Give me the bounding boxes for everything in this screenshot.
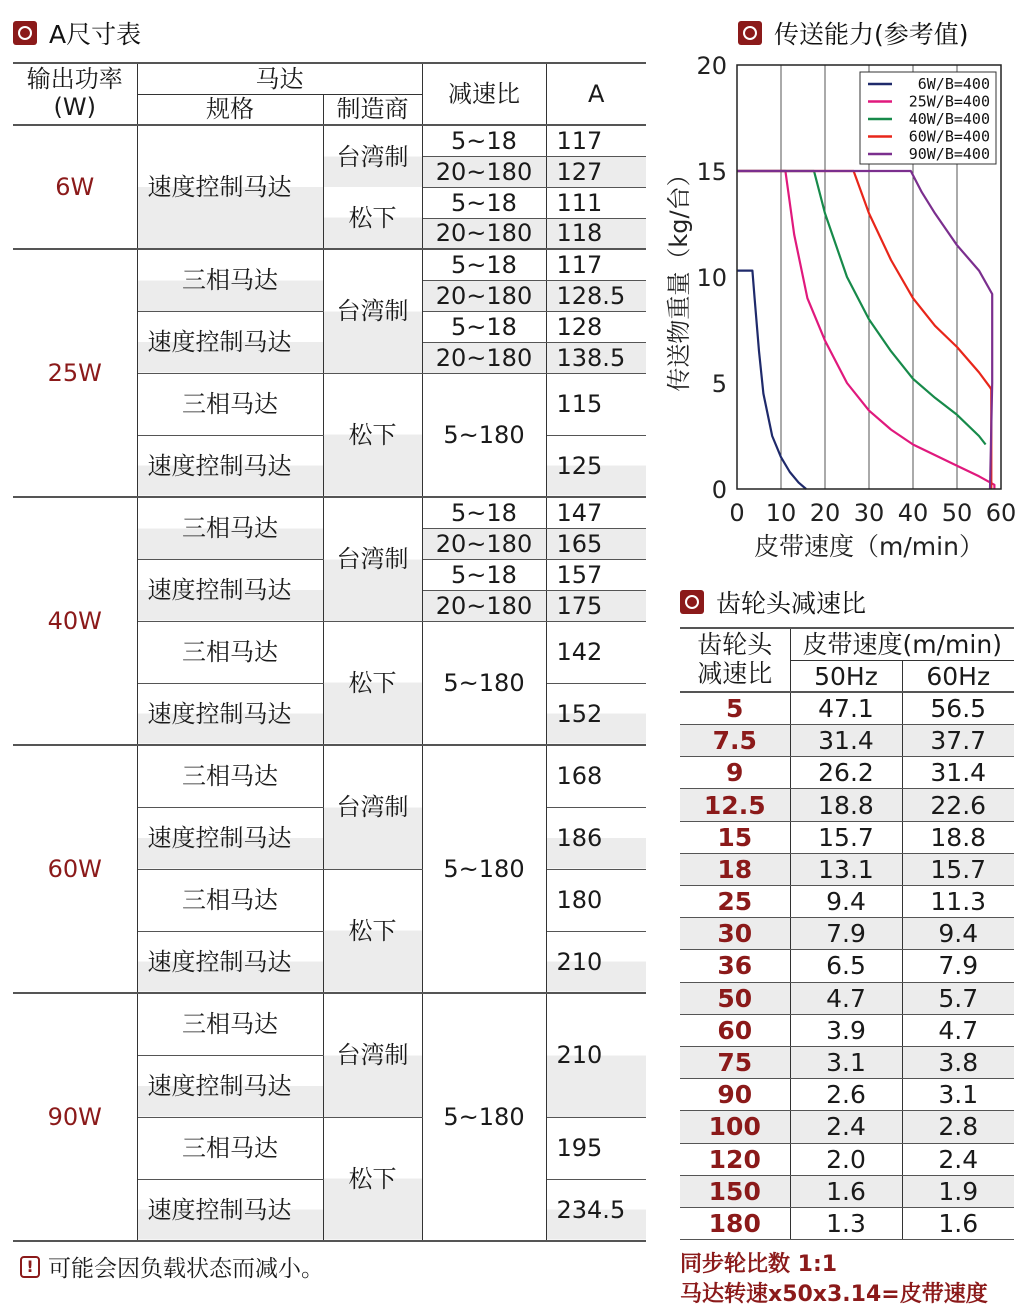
a-value-cell: 111 [546, 187, 646, 218]
speed-60hz-cell: 9.4 [902, 918, 1014, 950]
speed-50hz-cell: 18.8 [790, 789, 902, 821]
ratio-cell: 5~180 [422, 621, 546, 745]
gear-ratio-cell: 60 [680, 1014, 790, 1046]
a-value-cell: 168 [546, 745, 646, 807]
speed-50hz-cell: 47.1 [790, 692, 902, 724]
a-value-cell: 210 [546, 993, 646, 1117]
gear-ratio-cell: 5 [680, 692, 790, 724]
gear-ratio-cell: 180 [680, 1207, 790, 1239]
maker-cell: 松下 [323, 373, 422, 497]
ratio-cell: 20~180 [422, 528, 546, 559]
header-50hz: 50Hz [790, 660, 902, 692]
gear-table-row [680, 1079, 1014, 1111]
speed-50hz-cell: 2.4 [790, 1111, 902, 1143]
gear-ratio-cell: 36 [680, 950, 790, 982]
gear-table-row [680, 886, 1014, 918]
a-value-cell: 195 [546, 1117, 646, 1179]
ratio-cell: 5~18 [422, 311, 546, 342]
a-value-cell: 210 [546, 931, 646, 993]
header-a: A [546, 63, 646, 125]
gear-table-row [680, 853, 1014, 885]
y-tick-label: 10 [696, 264, 727, 292]
y-tick-label: 15 [696, 158, 727, 186]
gear-table-row [680, 1014, 1014, 1046]
load-note: ! 可能会因负载状态而减小。 [20, 1250, 324, 1283]
spec-cell: 三相马达 [137, 497, 323, 559]
a-value-cell: 186 [546, 807, 646, 869]
a-value-cell: 118 [546, 218, 646, 249]
speed-50hz-cell: 7.9 [790, 918, 902, 950]
power-cell: 6W [13, 125, 137, 249]
gear-table-row [680, 821, 1014, 853]
speed-50hz-cell: 3.1 [790, 1046, 902, 1078]
x-tick-label: 10 [765, 499, 797, 527]
gear-table-row [680, 757, 1014, 789]
ratio-cell: 5~180 [422, 745, 546, 993]
ratio-cell: 5~18 [422, 249, 546, 280]
gear-ratio-cell: 7.5 [680, 725, 790, 757]
gear-ratio-cell: 100 [680, 1111, 790, 1143]
gear-ratio-cell: 120 [680, 1143, 790, 1175]
speed-50hz-cell: 6.5 [790, 950, 902, 982]
spec-cell: 速度控制马达 [137, 1055, 323, 1117]
a-value-cell: 147 [546, 497, 646, 528]
header-spec: 规格 [137, 94, 323, 125]
maker-cell: 台湾制 [323, 745, 422, 869]
header-60hz: 60Hz [902, 660, 1014, 692]
a-value-cell: 127 [546, 156, 646, 187]
speed-60hz-cell: 7.9 [902, 950, 1014, 982]
legend-label: 40W/B=400 [908, 110, 990, 128]
spec-cell: 三相马达 [137, 869, 323, 931]
gear-table-row [680, 918, 1014, 950]
conveyance-capacity-chart [660, 50, 1020, 570]
header-belt-speed: 皮带速度(m/min) [790, 628, 1014, 660]
chart-legend [860, 72, 996, 164]
spec-cell: 三相马达 [137, 621, 323, 683]
a-value-cell: 165 [546, 528, 646, 559]
speed-50hz-cell: 13.1 [790, 853, 902, 885]
speed-50hz-cell: 26.2 [790, 757, 902, 789]
speed-60hz-cell: 2.8 [902, 1111, 1014, 1143]
gear-ratio-cell: 75 [680, 1046, 790, 1078]
gear-table-row [680, 725, 1014, 757]
gear-ratio-cell: 30 [680, 918, 790, 950]
legend-label: 25W/B=400 [908, 92, 990, 111]
section-bullet-icon [738, 21, 762, 45]
a-value-cell: 152 [546, 683, 646, 745]
speed-formula-note: 马达转速x50x3.14=皮带速度 [680, 1282, 988, 1307]
speed-60hz-cell: 15.7 [902, 853, 1014, 885]
maker-cell: 台湾制 [323, 993, 422, 1117]
ratio-cell: 5~18 [422, 497, 546, 528]
chart-title: 传送能力(参考值) [738, 15, 969, 51]
speed-60hz-cell: 2.4 [902, 1143, 1014, 1175]
maker-cell: 台湾制 [323, 125, 422, 187]
speed-60hz-cell: 3.1 [902, 1079, 1014, 1111]
a-value-cell: 128 [546, 311, 646, 342]
gear-table-row [680, 1143, 1014, 1175]
spec-cell: 速度控制马达 [137, 931, 323, 993]
power-cell: 25W [13, 249, 137, 497]
gear-table-row [680, 692, 1014, 724]
speed-50hz-cell: 1.3 [790, 1207, 902, 1239]
power-cell: 40W [13, 497, 137, 745]
speed-60hz-cell: 4.7 [902, 1014, 1014, 1046]
speed-60hz-cell: 56.5 [902, 692, 1014, 724]
spec-cell: 三相马达 [137, 745, 323, 807]
x-tick-label: 40 [897, 499, 929, 527]
a-value-cell: 157 [546, 559, 646, 590]
power-cell: 60W [13, 745, 137, 993]
chart-series [737, 171, 994, 489]
gear-table-row [680, 1046, 1014, 1078]
gear-ratio-cell: 25 [680, 886, 790, 918]
a-dimension-table [13, 62, 646, 1242]
spec-cell: 速度控制马达 [137, 559, 323, 621]
ratio-cell: 5~18 [422, 559, 546, 590]
speed-60hz-cell: 22.6 [902, 789, 1014, 821]
gear-ratio-cell: 12.5 [680, 789, 790, 821]
header-power: 输出功率 (W) [13, 63, 137, 125]
speed-60hz-cell: 1.6 [902, 1207, 1014, 1239]
x-tick-label: 60 [985, 499, 1017, 527]
ratio-cell: 5~180 [422, 993, 546, 1241]
gear-ratio-cell: 90 [680, 1079, 790, 1111]
ratio-cell: 20~180 [422, 590, 546, 621]
speed-60hz-cell: 11.3 [902, 886, 1014, 918]
speed-50hz-cell: 9.4 [790, 886, 902, 918]
x-tick-label: 30 [853, 499, 885, 527]
gear-table-row [680, 982, 1014, 1014]
y-axis-label: 传送物重量（kg/台） [665, 162, 693, 392]
ratio-cell: 20~180 [422, 342, 546, 373]
series-line-25w [737, 171, 994, 489]
x-tick-label: 20 [809, 499, 841, 527]
gear-table-row [680, 1111, 1014, 1143]
header-maker: 制造商 [323, 94, 422, 125]
ratio-cell: 20~180 [422, 280, 546, 311]
gear-ratio-cell: 18 [680, 853, 790, 885]
a-table-title: A尺寸表 [13, 15, 141, 51]
sync-ratio-note: 同步轮比数 1:1 [680, 1252, 838, 1277]
speed-60hz-cell: 1.9 [902, 1175, 1014, 1207]
spec-cell: 三相马达 [137, 373, 323, 435]
y-tick-label: 20 [696, 52, 727, 80]
gear-table-row [680, 1175, 1014, 1207]
legend-label: 60W/B=400 [908, 127, 990, 146]
gear-ratio-cell: 15 [680, 821, 790, 853]
ratio-cell: 5~180 [422, 373, 546, 497]
series-line-40w [737, 171, 986, 445]
speed-50hz-cell: 3.9 [790, 1014, 902, 1046]
gear-table-title: 齿轮头减速比 [680, 584, 866, 620]
series-line-6w [737, 271, 806, 489]
speed-50hz-cell: 4.7 [790, 982, 902, 1014]
a-value-cell: 138.5 [546, 342, 646, 373]
maker-cell: 台湾制 [323, 249, 422, 373]
spec-cell: 速度控制马达 [137, 125, 323, 249]
spec-cell: 三相马达 [137, 993, 323, 1055]
speed-50hz-cell: 2.0 [790, 1143, 902, 1175]
ratio-cell: 20~180 [422, 218, 546, 249]
speed-60hz-cell: 37.7 [902, 725, 1014, 757]
a-value-cell: 128.5 [546, 280, 646, 311]
header-motor: 马达 [137, 63, 422, 94]
maker-cell: 松下 [323, 621, 422, 745]
spec-cell: 速度控制马达 [137, 311, 323, 373]
header-gear-ratio: 齿轮头 减速比 [680, 628, 790, 692]
gear-table-row [680, 1207, 1014, 1239]
ratio-cell: 20~180 [422, 156, 546, 187]
y-tick-label: 0 [711, 476, 727, 504]
gear-ratio-cell: 9 [680, 757, 790, 789]
a-value-cell: 125 [546, 435, 646, 497]
speed-50hz-cell: 31.4 [790, 725, 902, 757]
x-tick-label: 0 [729, 499, 745, 527]
a-value-cell: 142 [546, 621, 646, 683]
exclamation-icon: ! [20, 1256, 40, 1278]
ratio-cell: 5~18 [422, 125, 546, 156]
speed-50hz-cell: 2.6 [790, 1079, 902, 1111]
maker-cell: 松下 [323, 869, 422, 993]
gear-table-row [680, 789, 1014, 821]
section-bullet-icon [13, 21, 37, 45]
x-tick-label: 50 [941, 499, 973, 527]
speed-50hz-cell: 1.6 [790, 1175, 902, 1207]
a-value-cell: 175 [546, 590, 646, 621]
spec-cell: 速度控制马达 [137, 435, 323, 497]
maker-cell: 台湾制 [323, 497, 422, 621]
spec-cell: 速度控制马达 [137, 683, 323, 745]
y-tick-label: 5 [711, 370, 727, 398]
speed-60hz-cell: 3.8 [902, 1046, 1014, 1078]
maker-cell: 松下 [323, 1117, 422, 1241]
a-value-cell: 180 [546, 869, 646, 931]
x-axis-label: 皮带速度（m/min） [754, 532, 984, 561]
power-cell: 90W [13, 993, 137, 1241]
gear-ratio-cell: 150 [680, 1175, 790, 1207]
section-bullet-icon [680, 590, 704, 614]
speed-50hz-cell: 15.7 [790, 821, 902, 853]
spec-cell: 速度控制马达 [137, 1179, 323, 1241]
legend-label: 6W/B=400 [917, 75, 990, 93]
header-ratio: 减速比 [422, 63, 546, 125]
speed-60hz-cell: 31.4 [902, 757, 1014, 789]
gear-ratio-table [680, 627, 1014, 1240]
gear-table-row [680, 950, 1014, 982]
a-value-cell: 117 [546, 249, 646, 280]
spec-cell: 三相马达 [137, 1117, 323, 1179]
gear-ratio-cell: 50 [680, 982, 790, 1014]
spec-cell: 速度控制马达 [137, 807, 323, 869]
a-value-cell: 117 [546, 125, 646, 156]
a-value-cell: 234.5 [546, 1179, 646, 1241]
a-value-cell: 115 [546, 373, 646, 435]
maker-cell: 松下 [323, 187, 422, 249]
speed-60hz-cell: 18.8 [902, 821, 1014, 853]
ratio-cell: 5~18 [422, 187, 546, 218]
legend-label: 90W/B=400 [908, 145, 990, 163]
speed-60hz-cell: 5.7 [902, 982, 1014, 1014]
spec-cell: 三相马达 [137, 249, 323, 311]
